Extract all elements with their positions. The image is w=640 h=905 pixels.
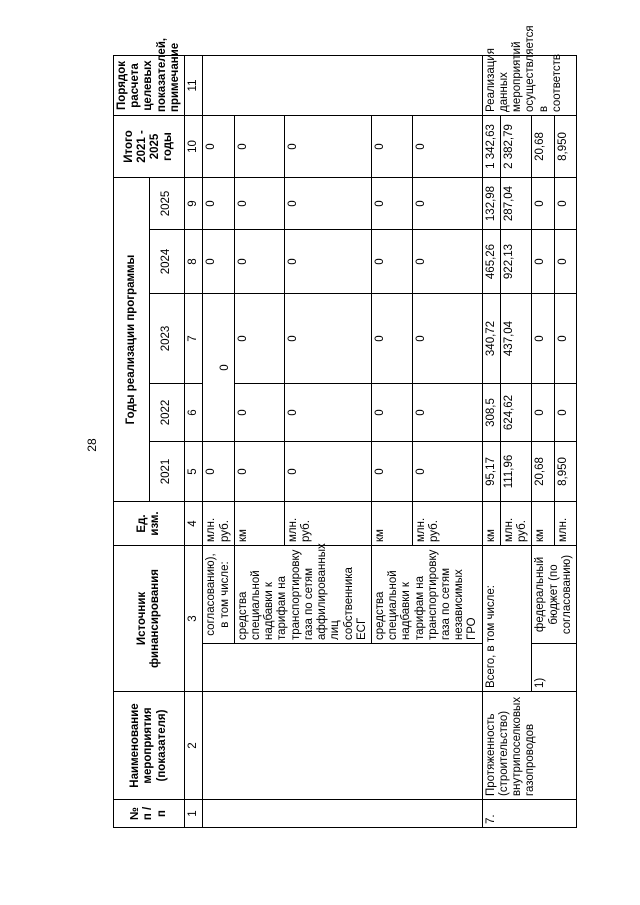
colnum-cell: 1: [185, 800, 203, 828]
num-cell: [203, 800, 482, 828]
value-2024: 0: [532, 230, 554, 294]
col-header-years-group: Годы реализации программы: [114, 177, 150, 501]
rotated-table-wrapper: [113, 25, 613, 828]
value-2025: 287,04: [500, 177, 531, 229]
value-2024: 0: [554, 230, 576, 294]
value-2025: 0: [285, 177, 372, 229]
value-2021: 0: [371, 442, 412, 502]
table-row: [203, 55, 234, 827]
unit-cell: км: [371, 502, 412, 546]
value-2022: 0: [412, 384, 482, 442]
col-header-name: Наименование мероприятия (показателя): [114, 692, 185, 800]
source-cell: федеральный бюджет (по согласованию): [532, 546, 577, 644]
name-cell: [203, 692, 482, 800]
colnum-cell: 11: [185, 55, 203, 115]
value-total: 0: [371, 115, 412, 177]
value-total: 0: [203, 115, 234, 177]
unit-cell: млн. руб.: [412, 502, 482, 546]
colnum-cell: 8: [185, 230, 203, 294]
unit-cell: млн. руб.: [203, 502, 234, 546]
value-2024: 465,26: [482, 230, 500, 294]
program-table: [113, 25, 577, 828]
name-cell: Протяженность (строительство) внутрипоселковых газопроводов: [482, 692, 576, 800]
col-header-order: Порядок расчета целевых показателей, примечание: [114, 55, 185, 115]
value-2021: 111,96: [500, 442, 531, 502]
value-2024: 922,13: [500, 230, 531, 294]
table-row: [482, 55, 500, 827]
value-2024: 0: [234, 230, 284, 294]
value-total: 1 342,63: [482, 115, 500, 177]
col-header-num: № п / п: [114, 800, 185, 828]
value-2021: 0: [285, 442, 372, 502]
source-cell: Всего, в том числе:: [482, 546, 532, 692]
value-2022: 0: [532, 384, 554, 442]
value-2022: 308,5: [482, 384, 500, 442]
value-2021: 0: [412, 442, 482, 502]
source-cell: средства специальной надбавки к тарифам на транспортировку газа по сетям независимых ГРО: [371, 546, 482, 644]
colnum-cell: 7: [185, 294, 203, 384]
value-2024: 0: [412, 230, 482, 294]
value-2022: 0: [234, 384, 284, 442]
value-2025: 0: [203, 177, 234, 229]
unit-cell: млн. руб.: [285, 502, 372, 546]
value-2025: 0: [412, 177, 482, 229]
sub-cell: [203, 644, 482, 692]
value-total: 0: [412, 115, 482, 177]
value-2021: 95,17: [482, 442, 500, 502]
value-2021: 0: [203, 442, 234, 502]
value-2023: 0: [234, 294, 284, 384]
unit-cell: км: [234, 502, 284, 546]
unit-cell: млн.: [554, 502, 576, 546]
colnum-cell: 5: [185, 442, 203, 502]
value-2023: 0: [371, 294, 412, 384]
value-total: 0: [285, 115, 372, 177]
header-row-1: [114, 55, 150, 827]
value-2021: 20,68: [532, 442, 554, 502]
value-2022: 0: [285, 384, 372, 442]
colnum-cell: 10: [185, 115, 203, 177]
unit-cell: км: [532, 502, 554, 546]
value-2025: 0: [554, 177, 576, 229]
col-header-2022: 2022: [149, 384, 185, 442]
value-2023: 0: [532, 294, 554, 384]
col-header-unit: Ед. изм.: [114, 502, 185, 546]
value-2024: 0: [203, 230, 234, 294]
sub-cell: 1): [532, 644, 577, 692]
value-2021: 8,950: [554, 442, 576, 502]
column-number-row: [185, 55, 203, 827]
order-cell: Реализация данных мероприятий осуществляется в соответств: [482, 55, 576, 115]
col-header-2024: 2024: [149, 230, 185, 294]
value-2023: 0: [554, 294, 576, 384]
col-header-2023: 2023: [149, 294, 185, 384]
col-header-total: Итого 2021 - 2025 годы: [114, 115, 185, 177]
num-cell: 7.: [482, 800, 576, 828]
value-2023: 0: [412, 294, 482, 384]
value-2025: 132,98: [482, 177, 500, 229]
value-2022: 0: [554, 384, 576, 442]
unit-cell: млн. руб.: [500, 502, 531, 546]
colnum-cell: 6: [185, 384, 203, 442]
order-cell: [203, 55, 482, 115]
unit-cell: км: [482, 502, 500, 546]
value-total: 2 382,79: [500, 115, 531, 177]
value-2024: 0: [371, 230, 412, 294]
col-header-2021: 2021: [149, 442, 185, 502]
value-2023: 0: [285, 294, 372, 384]
source-cell: согласованию), в том числе:: [203, 546, 234, 644]
colnum-cell: 9: [185, 177, 203, 229]
colnum-cell: 4: [185, 502, 203, 546]
value-2025: 0: [371, 177, 412, 229]
value-total: 8,950: [554, 115, 576, 177]
page-number: 28: [85, 438, 99, 452]
value-2022: 0: [371, 384, 412, 442]
value-total: 20,68: [532, 115, 554, 177]
value-2024: 0: [285, 230, 372, 294]
value-2022-2023: 0: [203, 294, 234, 442]
col-header-source: Источник финансирования: [114, 546, 185, 692]
col-header-2025: 2025: [149, 177, 185, 229]
value-2025: 0: [234, 177, 284, 229]
value-2021: 0: [234, 442, 284, 502]
source-cell: средства специальной надбавки к тарифам на транспортировку газа по сетям аффилированных лиц собственника ЕСГ: [234, 546, 371, 644]
value-2023: 340,72: [482, 294, 500, 384]
colnum-cell: 2: [185, 692, 203, 800]
value-total: 0: [234, 115, 284, 177]
value-2025: 0: [532, 177, 554, 229]
value-2022: 624,62: [500, 384, 531, 442]
value-2023: 437,04: [500, 294, 531, 384]
colnum-cell: 3: [185, 546, 203, 692]
